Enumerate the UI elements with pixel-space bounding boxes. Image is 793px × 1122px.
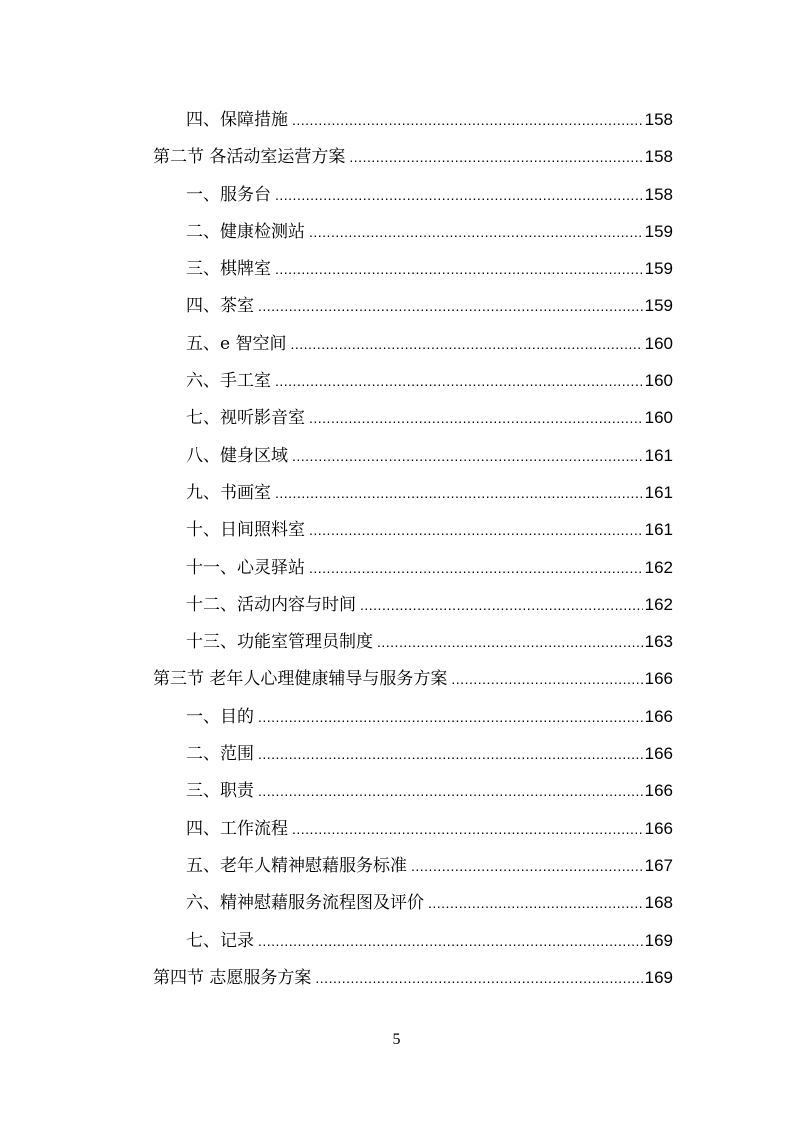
toc-leader-dots xyxy=(451,661,642,698)
toc-entry-page: 166 xyxy=(644,706,673,726)
toc-entry[interactable] xyxy=(153,474,673,511)
toc-leader-dots xyxy=(258,773,643,810)
toc-entry-page: 169 xyxy=(644,967,673,987)
toc-entry-page: 160 xyxy=(644,408,673,428)
toc-leader-dots xyxy=(290,326,642,363)
toc-entry-title: 七、视听影音室 xyxy=(186,408,305,429)
table-of-contents xyxy=(153,101,673,996)
toc-leader-dots xyxy=(360,587,643,624)
toc-entry-title: 三、棋牌室 xyxy=(186,259,271,280)
toc-entry-title: 十一、心灵驿站 xyxy=(186,557,305,578)
toc-entry[interactable] xyxy=(153,362,673,399)
toc-entry-title: 四、保障措施 xyxy=(186,110,288,130)
toc-entry[interactable] xyxy=(153,138,673,175)
toc-entry[interactable] xyxy=(153,735,673,772)
toc-entry-title: 第三节 老年人心理健康辅导与服务方案 xyxy=(153,669,448,690)
toc-entry[interactable] xyxy=(153,437,673,474)
toc-entry[interactable] xyxy=(153,399,673,436)
toc-entry[interactable] xyxy=(153,922,673,959)
toc-entry-page: 159 xyxy=(644,259,673,279)
toc-entry[interactable] xyxy=(153,698,673,735)
toc-leader-dots xyxy=(258,699,643,736)
toc-entry-title: 四、工作流程 xyxy=(186,818,288,839)
toc-leader-dots xyxy=(292,102,643,139)
toc-leader-dots xyxy=(377,624,643,661)
toc-entry-page: 160 xyxy=(644,333,673,353)
toc-leader-dots xyxy=(315,960,642,997)
toc-entry-title: 一、目的 xyxy=(186,706,254,727)
toc-leader-dots xyxy=(309,550,643,587)
toc-entry-title: 六、精神慰藉服务流程图及评价 xyxy=(186,893,424,914)
toc-entry-title: 第四节 志愿服务方案 xyxy=(153,967,312,988)
toc-leader-dots xyxy=(258,288,643,325)
toc-entry-title: 四、茶室 xyxy=(186,296,254,317)
toc-entry-page: 158 xyxy=(644,184,673,204)
toc-leader-dots xyxy=(275,177,643,214)
toc-leader-dots xyxy=(309,512,643,549)
toc-entry-page: 161 xyxy=(644,482,673,502)
toc-entry[interactable] xyxy=(153,847,673,884)
toc-entry-page: 158 xyxy=(644,110,673,129)
toc-leader-dots xyxy=(292,811,643,848)
toc-entry-title: 二、范围 xyxy=(186,744,254,765)
toc-leader-dots xyxy=(349,139,642,176)
toc-leader-dots xyxy=(258,923,643,960)
toc-entry[interactable] xyxy=(153,325,673,362)
toc-entry-page: 159 xyxy=(644,221,673,241)
toc-leader-dots xyxy=(428,885,643,922)
toc-entry-title: 一、服务台 xyxy=(186,184,271,205)
toc-entry[interactable] xyxy=(153,586,673,623)
toc-entry-title: 七、记录 xyxy=(186,930,254,951)
toc-leader-dots xyxy=(275,363,643,400)
toc-entry[interactable] xyxy=(153,287,673,324)
toc-leader-dots xyxy=(292,438,643,475)
toc-entry-page: 166 xyxy=(644,669,673,689)
toc-entry-title: 十、日间照料室 xyxy=(186,520,305,541)
toc-entry[interactable] xyxy=(153,623,673,660)
toc-entry[interactable] xyxy=(153,213,673,250)
toc-entry-page: 169 xyxy=(644,930,673,950)
toc-entry-page: 159 xyxy=(644,296,673,316)
toc-entry[interactable] xyxy=(153,101,673,138)
toc-leader-dots xyxy=(411,848,643,885)
toc-entry-title: 第二节 各活动室运营方案 xyxy=(153,147,346,168)
toc-entry-page: 162 xyxy=(644,557,673,577)
toc-entry-title: 九、书画室 xyxy=(186,482,271,503)
toc-entry-title: 三、职责 xyxy=(186,781,254,802)
toc-leader-dots xyxy=(258,736,643,773)
toc-entry-page: 163 xyxy=(644,632,673,652)
toc-entry-page: 162 xyxy=(644,594,673,614)
page-number: 5 xyxy=(392,1031,401,1048)
toc-entry[interactable] xyxy=(153,810,673,847)
toc-entry-title: 五、老年人精神慰藉服务标准 xyxy=(186,855,407,876)
toc-entry-page: 166 xyxy=(644,818,673,838)
toc-entry[interactable] xyxy=(153,511,673,548)
toc-entry[interactable] xyxy=(153,884,673,921)
toc-entry[interactable] xyxy=(153,549,673,586)
toc-entry-page: 168 xyxy=(644,893,673,913)
toc-entry[interactable] xyxy=(153,959,673,996)
toc-entry-title: 二、健康检测站 xyxy=(186,221,305,242)
toc-entry-page: 166 xyxy=(644,781,673,801)
toc-leader-dots xyxy=(309,400,643,437)
toc-leader-dots xyxy=(309,214,643,251)
toc-entry-title: 十二、活动内容与时间 xyxy=(186,594,356,615)
toc-entry-page: 166 xyxy=(644,744,673,764)
toc-entry-page: 160 xyxy=(644,371,673,391)
toc-entry[interactable] xyxy=(153,176,673,213)
toc-entry[interactable] xyxy=(153,772,673,809)
toc-entry-title: 十三、功能室管理员制度 xyxy=(186,632,373,653)
toc-entry-title: 六、手工室 xyxy=(186,371,271,392)
toc-entry-page: 158 xyxy=(644,147,673,167)
toc-entry[interactable] xyxy=(153,250,673,287)
toc-entry-title: 八、健身区域 xyxy=(186,445,288,466)
toc-leader-dots xyxy=(275,475,643,512)
toc-entry-page: 161 xyxy=(644,520,673,540)
toc-entry[interactable] xyxy=(153,660,673,697)
toc-entry-title: 五、e 智空间 xyxy=(186,333,287,354)
toc-entry-page: 167 xyxy=(644,855,673,875)
toc-leader-dots xyxy=(275,251,643,288)
toc-entry-page: 161 xyxy=(644,445,673,465)
